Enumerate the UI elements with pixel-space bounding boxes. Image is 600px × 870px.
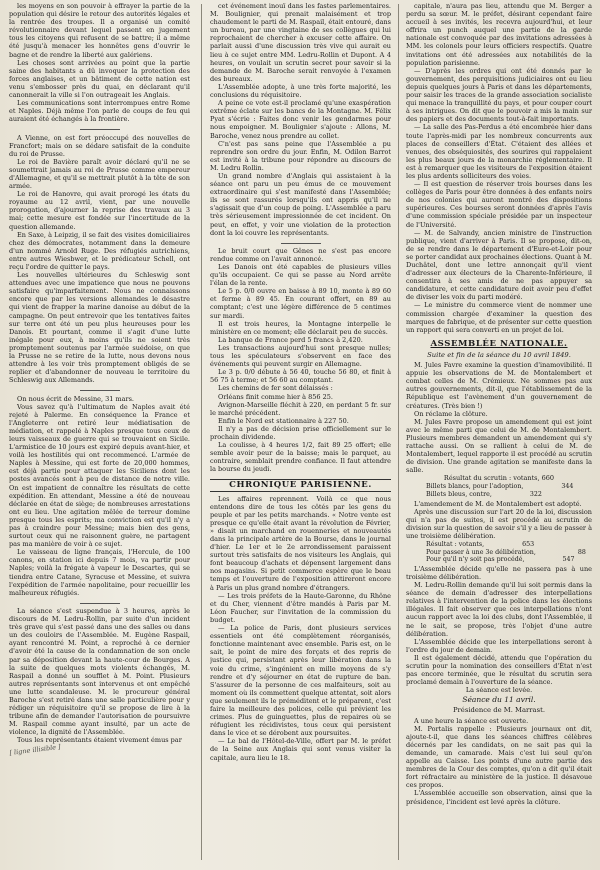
- paragraph: Les transactions aujourd'hui sont presque nulles; tous les spéculateurs s'observent en face des événements qui peuvent surgir en Allemagne.: [210, 343, 391, 369]
- column-left: [9, 2, 190, 862]
- paragraph: A Vienne, on est fort préoccupé des nouvelles de Francfort; mais on se dédare satisfait de la conduite du roi de Prusse.: [9, 133, 190, 158]
- paragraph: Après une discussion sur l'art 20 de la loi, discussion qui n'a pas de suites, il est procédé au scrutin de division sur la question de savoir s'il y a lieu de passer à une troisième délibération.: [406, 507, 592, 540]
- separator: [210, 238, 391, 246]
- paragraph: Orléans finit comme hier à 856 25.: [218, 392, 333, 401]
- paragraph: M. Jules Favre propose un amendement qui est joint avec le même parti que celui de M. de Montalembert. Plusieurs membres demandent un amendement qui s'y rattache aussi. On se rallient à celui de M. de Montalembert, lequel rapporte il est procédé au scrutin de division. Une grande agitation se manifeste dans la salle.: [406, 417, 592, 475]
- paragraph: Il est trois heures, la Montagne interpelle le ministère en ce moment; elle déclarait peu de succès.: [210, 319, 391, 336]
- paragraph: En Saxe, à Leipzig, il se fait des visites domiciliaires chez des démocrates, notamment dans la demeure d'un nommé Arnold Ruge. Des réfugiés autrichiens, entre autres Wiesbwer, et le prédicateur Schell, ont reçu l'ordre de quitter le pays.: [9, 230, 190, 271]
- vote-row: Billets bleus, contre, 322: [426, 491, 542, 499]
- paragraph: Le 5 p. 0/0 ouvre en baisse à 89 10, monte à 89 60 et ferme à 89 45. En courant offert, en 89 au comptant; c'est une légère différence de 5 centimes sur mardi.: [210, 287, 391, 320]
- paragraph: Le vaisseau de ligne français, l'Hercule, de 100 canons, en station ici depuis 7 mois, va partir pour Naples; voilà la frégate à vapeur le Descartes, qui se tiendra entre Catane, Syracuse et Messine, et suivra l'expédition de l'armée napolitaine, pour recueillir les malheureux réfugiés.: [9, 548, 190, 597]
- paragraph: Il est également décidé, attendu que l'opération du scrutin pour la nomination des conseillers d'État n'est pas encore terminée, que le résultat du scrutin sera proclamé demain à l'ouverture de la séance.: [406, 653, 592, 687]
- paragraph: Tous les représentants étaient vivement émus par: [17, 736, 182, 745]
- paragraph: — La police de Paris, dont plusieurs services essentiels ont été complètement réorganisés, fonctionne maintenant avec ensemble. Paris est, on le sait, le point de mire des forçats et des repris de justice qui, persistant après leur libération dans la voie du crime, s'ingénient en mille moyens de s'y rendre et d'y séjourner en état de rupture de ban. S'assurer de la personne de ces malfaiteurs, soit au moment où ils commettent quelque attentat, soit alors que seulement ils le préméditent et le préparent, c'est faire la meilleure des polices, celle qui prévient les crimes. Plus de guinguettes, plus de repaires où se réfugient les récidivistes, tous ceux qui persistent dans le vice et se dérobent aux poursuites.: [210, 624, 391, 738]
- paragraph: A peine ce vote est-il proclamé qu'une exaspération extrême éclate sur les bancs de la Montagne. M. Félix Pyat s'écrie : Faites donc venir les gendarmes pour nous empoigner. M. Boulignier s'ajoute : Allons, M. Baroche, venez nous prendre au collet.: [210, 99, 391, 140]
- paragraph: Le roi de Hanovre, qui avait prorogé les états du royaume au 12 avril, vient, par une nouvelle prorogation, d'ajourner la reprise des travaux au 3 mai; cette mesure est fondée sur l'incertitude de la question allemande.: [9, 190, 190, 231]
- paragraph: L'Assemblée décide que les interpellations seront à l'ordre du jour de demain.: [406, 637, 592, 654]
- paragraph: Vous savez qu'à l'ultimatum de Naples avait été rejeté à Palerme. En conséquence la France et l'Angleterre ont retiré leur médiatisation de médiation, et rappelé à Naples presque tous ceux de leurs vaisseaux de guerre qui se trouvaient en Sicile. L'armistice de 10 jours est expiré depuis avant-hier, et voilà les hostilités qui ont recommencé. L'armée de Naples à Messine, qui est forte de 20,000 hommes, est déjà partie pour attaquer les Siciliens dont les postes avancés sont à peu de distance de notre ville. On est impatient de connaître les résultats de cette expédition. En attendant, Messine a été de nouveau déclarée en état de siège; de nombreuses arrestations ont eu lieu. Une agitation mêlée de terreur domine presque tous les esprits; ma conviction est qu'il n'y a pas à craindre pour Messine; mais bien des gens, surtout ceux qui ne raisonnent guère, ne partagent pas ma manière de voir à ce sujet.: [9, 402, 190, 549]
- paragraph: La séance s'est suspendue à 3 heures, après le discours de M. Ledru-Rollin, par suite d'un incident très grave qui s'est passé dans une des salles ou dans un des couloirs de l'Assemblée. M. Eugène Raspail, ayant rencontré M. Point, a reproché à ce dernier d'avoir été la cause de la condamnation de son oncle par sa déposition devant la haute-cour de Bourges. A la suite de quelques mots violents échangés, M. Raspail a donné un soufflet à M. Point. Plusieurs autres représentants sont intervenus et ont empêché une lutte scandaleuse. M. le procureur général Baroche s'est retiré dans une salle particulière pour y rédiger un réquisitoire qu'il se propose de lire à la tribune afin de demander l'autorisation de poursuivre M. Raspail comme ayant insulté, par un acte de violence, la dignité de l'Assemblée.: [9, 606, 190, 737]
- separator: [9, 124, 190, 132]
- paragraph: — Il est question de réserver trois bourses dans les collèges de Paris pour être données à des enfants noirs de nos colonies qui auront montré des dispositions supérieures. Ces bourses seront données d'après l'avis d'une commission spéciale présidée par un inspecteur de l'Université.: [406, 180, 592, 229]
- paragraph: Les affaires reprennent. Voilà ce que nous entendons dire de tous les côtés par les gens du peuple et par les petits marchands. « Notre vente est presque ce qu'elle était avant la révolution de Février, » disait un marchand en rouenneries et nouveautés dans la principale artère de la Bourse, dans le journal d'hier. Le 1er et le 2e arrondissement paraissent surtout très satisfaits de nos visiteurs les Anglais, qui font beaucoup d'achats et dépensent largement dans nos magasins. Si petit commerce espère que le beau temps et l'ouverture de l'exposition attireront encore à Paris un plus grand nombre d'étrangers.: [210, 494, 391, 592]
- vote-row: Résultat : votants, 653: [426, 541, 535, 549]
- paragraph: On nous écrit de Messine, 31 mars.: [17, 394, 134, 403]
- column-rule: [398, 4, 399, 860]
- paragraph: Un grand nombre d'Anglais qui assistaient à la séance ont paru un peu émus de ce mouvement extraordinaire qui s'est manifesté dans l'Assemblée; ils se sont rassurés lorsqu'ils ont appris qu'il ne s'agissait que d'un coup de poing. L'Assemblée a paru très sérieusement impressionnée de cet incident. On peut, en effet, y voir une violation de la protection dont la loi couvre les représentants.: [210, 171, 391, 237]
- paragraph: La banque de France perd 5 francs à 2,420.: [218, 335, 363, 344]
- paragraph: L'Assemblée décide qu'elle ne passera pas à une troisième délibération.: [406, 564, 592, 581]
- paragraph: Le roi de Bavière paraît avoir déclaré qu'il ne se soumettrait jamais au roi de Prusse comme empereur d'Allemagne, et qu'il se mettrait plutôt à la tête de son armée.: [9, 157, 190, 191]
- vote-row: Pour passer à une 3e délibération, 88: [426, 548, 586, 556]
- paragraph: M. Ledru-Rollin demande qu'il lui soit permis dans la séance de demain d'adresser des interpellations relatives à l'intervention de la police dans les élections illégales. Il fait observer que ces interpellations n'ont aucun rapport avec la loi des clubs, dont l'Assemblée, il ne le sait, se propose, très l'objet d'une autre délibération.: [406, 581, 592, 638]
- paragraph: — D'après les ordres qui ont été donnés par le gouvernement, des perquisitions judiciaires ont eu lieu depuis quelques jours à Paris et dans les départements, pour saisir les traces de la grande association socialiste qui menace la tranquillité du pays, et pour couper court à ses intrigues. On dit que le pouvoir a mis la main sur des papiers et des documents tout-à-fait importants.: [406, 66, 592, 124]
- paragraph: Les nouvelles ultérieures du Schleswig sont attendues avec une impatience que nous ne pouvons satisfaire qu'imparfaitement. Nous ne connaissons encore que par les versions allemandes le désastre qui vient de frapper la marine danoise au début de la campagne. On peut entrevoir que les tentatives faites sur terre ont été un peu plus heureuses pour les Danois. Et pourtant, comme il s'agit d'une lutte inégale pour eux, à moins qu'ils ne soient très promptement soutenus par l'armée suédoise, on que la Prusse ne se retire de la lutte, nous devons nous attendre à les voir très promptement obligés de se replier et d'abandonner de nouveau le territoire du Schleswig aux Allemands.: [9, 271, 190, 385]
- paragraph: — Les trois préfets de la Haute-Garonne, du Rhône et du Cher, viennent d'être mandés à Paris par M. Léon Faucher, sur l'invitation de la commission du budget.: [210, 591, 391, 624]
- paragraph: Les chemins de fer sont délaissés :: [218, 384, 333, 393]
- paragraph: A une heure la séance est ouverte.: [414, 716, 529, 725]
- paragraph: Le bruit court que Gênes ne s'est pas encore rendue comme on l'avait annoncé.: [210, 246, 391, 263]
- vote-row: Billets blancs, pour l'adoption, 344: [426, 483, 574, 491]
- paragraph: On réclame la clôture.: [414, 409, 488, 418]
- paragraph: L'Assemblée accueille son observation, ainsi que la présidence, l'incident est levé après la clôture.: [406, 789, 592, 806]
- column-right: [406, 2, 592, 862]
- paragraph: Le 3 p. 0/0 débute à 56 40, touche 56 80, et finit à 56 75 à terme; et 56 60 au comptant.: [210, 368, 391, 385]
- assembly-heading: ASSEMBLÉE NATIONALE.: [430, 338, 568, 349]
- paragraph: Les choses sont arrivées au point que la partie saine des habitants a dû invoquer la protection des forces anglaises, et un bâtiment de cette nation est venu s'embosser près du quai, en déclarant qu'il canonnerait la ville si l'on outrageait les Anglais.: [9, 58, 190, 100]
- paragraph: Les communications sont interrompues entre Rome et Naples. Déjà même l'on parle de coups de feu qui auraient été échangés à la frontière.: [9, 99, 190, 124]
- vote-result-table: [426, 483, 592, 498]
- paragraph: — Le ministre du commerce vient de nommer une commission chargée d'examiner la question des marques de fabrique, et de présenter sur cette question un rapport qui sera converti en un projet de loi.: [406, 301, 592, 334]
- paragraph: — Le bal de l'Hôtel-de-Ville, offert par M. le préfet de la Seine aux Anglais qui sont venus visiter la capitale, aura lieu le 18.: [210, 737, 391, 762]
- paragraph: Il n'y a pas de décision prise officiellement sur le prochain dividende.: [210, 424, 391, 441]
- skewed-cut-line: [ ligne illisible ]: [9, 742, 62, 757]
- paragraph: C'n'est pas sans peine que l'Assemblée a pu reprendre son ordre du jour. Enfin, M. Odilon Barrot est invité à la tribune pour répondre au discours de M. Ledru Rollin.: [210, 139, 391, 172]
- column-middle: [210, 2, 391, 862]
- paragraph: M. Jules Favre examine la question d'inamovibilité. Il appuie les observations de M. de Montalembert et combat celles de M. Crémieux. Ne sommes pas aux autres gouvernements, dit-il, que l'établissement de la République est l'avènement d'un gouvernement de créatures. (Très bien !): [406, 361, 592, 410]
- paragraph: — M. de Salvandy, ancien ministre de l'instruction publique, vient d'arriver à Paris. Il se propose, dit-on, de se rendre dans le département d'Eure-et-Loir pour se porter candidat aux prochaines élections. Quant à M. Duchâtel, dont une lettre annonçait qu'il vient d'adresser aux électeurs de la Charente-Inférieure, il consentira à ses amis de ne pas appuyer sa candidature, et cette candidature doit avoir peu d'effet de diviser les voix du parti modéré.: [406, 228, 592, 302]
- paragraph: les moyens en son pouvoir à effrayer la partie de la population qui désire le retour des autorités légales et la rentrée des troupes. Il a organisé un comité révolutionnaire devant lequel passent en jugement tous les citoyens qui refusent de se battre; il a même été jusqu'à menacer les honnêtes gens d'ouvrir le bagne et de rendre la liberté aux galériens.: [9, 2, 190, 59]
- paragraph: L'amendement de M. de Montalembert est adopté.: [414, 499, 582, 508]
- assembly-subtitle: Suite et fin de la séance du 10 avril 1849.: [427, 350, 571, 359]
- column-rule: [201, 4, 202, 860]
- paragraph: capitale, n'aura pas lieu, attendu que M. Berger a perdu sa sœur. M. le préfet, désirant cependant faire accueil à ses invités, les recevra aujourd'hui, et leur offrira un punch auquel une partie de la garde nationale est convoquée par des invitations adressées à MM. les colonels pour leurs officiers respectifs. Quatre invitations ont été adressées aux notabilités de la population parisienne.: [406, 2, 592, 67]
- paragraph: M. Portalis rappelle : Plusieurs journaux ont dit, ajoute-t-il, que dans les séances chiffres célèbres décernés par les candidats, on ne sait pas qui la demande, un camarade. Mais c'est lui seul qu'on appelle au Caisse. Les points d'une autre partie des membres de la Cour des comptes, qu'on a dit qu'il était fort réfractaire au ministère de la justice. Il désavoue ces propos.: [406, 724, 592, 790]
- paragraph: — La salle des Pas-Perdus a été encombrée hier dans toute l'après-midi par les nombreux concurrents aux places de conseillers d'État. C'étaient des allées et venues, des obséquiosités, des sourires qui rappelaient les plus beaux jours de la monarchie réglementaire. Il est à remarquer que les visiteurs de l'exposition étaient les plus ardents solliciteurs des voies.: [406, 123, 592, 180]
- vote-result-heading: Résultat du scrutin : votants, 660: [443, 474, 555, 483]
- paragraph: Avignon-Marseille fléchit à 220, en perdant 5 fr. sur le marché précédent.: [210, 400, 391, 417]
- chronique-heading: CHRONIQUE PARISIENNE.: [210, 479, 391, 491]
- paragraph: L'Assemblée adopte, à une très forte majorité, les conclusions du réquisitoire.: [210, 82, 391, 100]
- separator: [9, 385, 190, 393]
- paragraph: La séance est levée.: [465, 686, 533, 695]
- paragraph: La coulisse, à 4 heures 1/2, fait 89 25 offert; elle semble avoir peur de la baisse; mais le parquet, au contraire, semblait prendre confiance. Il faut attendre la bourse du jeudi.: [210, 441, 391, 474]
- paragraph: Enfin le Nord est stationnaire à 227 50.: [218, 416, 349, 425]
- vote-result-table: [426, 541, 592, 564]
- sitting-subtitle: Présidence de M. Marrast.: [452, 706, 545, 715]
- vote-row: Pour qu'il n'y soit pas procédé, 547: [426, 556, 575, 564]
- paragraph: Les Danois ont été capables de plusieurs villes qu'ils occupaient. Ce qui se passe au Nord arrête l'élan de la rente.: [210, 263, 391, 288]
- separator: [9, 598, 190, 606]
- sitting-heading: Séance du 11 avril.: [462, 695, 536, 705]
- paragraph: cet événement inouï dans les fastes parlementaires. M. Boulignier, qui prenait malaisément et trop chaudement le parti de M. Raspail, était entouré, dans un bureau, par une vingtaine de ses collègues qui lui reprochaient de chercher à excuser cette affaire. On parlait aussi d'une discussion très vive qui aurait eu lieu à ce sujet entre MM. Ledru-Rollin et Dupont. A 4 heures, on voulait un scrutin secret pour savoir si la demande de M. Baroche serait renvoyée à l'examen des bureaux.: [210, 2, 391, 83]
